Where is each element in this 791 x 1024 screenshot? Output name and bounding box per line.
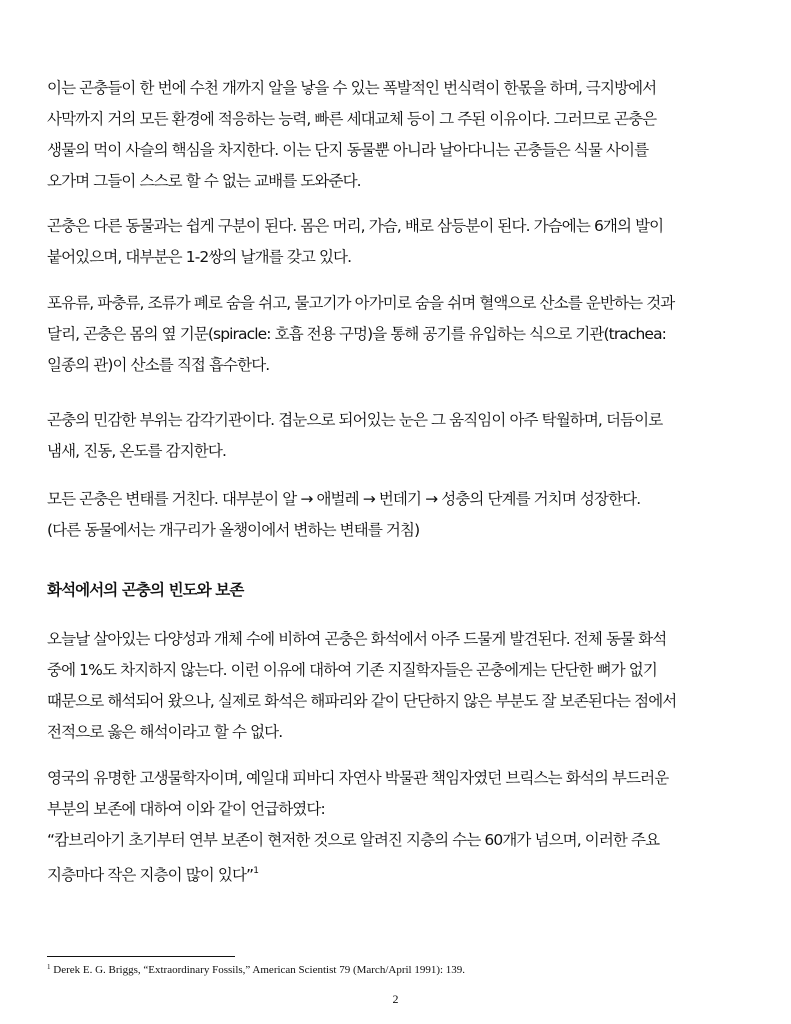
- footnote-divider: [47, 956, 235, 957]
- section-heading: 화석에서의 곤충의 빈도와 보존: [47, 581, 244, 599]
- text-line: 사막까지 거의 모든 환경에 적응하는 능력, 빠른 세대교체 등이 그 주된 이유이다. 그러므로 곤충은: [47, 110, 657, 128]
- paragraph-insect-reproduction: [47, 73, 747, 197]
- page-number: 2: [392, 992, 399, 1006]
- text-line: 생물의 먹이 사슬의 핵심을 차지한다. 이는 단지 동물뿐 아니라 날아다니는 곤충들은 식물 사이를: [47, 141, 649, 159]
- paragraph-metamorphosis: [47, 484, 747, 546]
- quote-last-line: 지층마다 작은 지층이 많이 있다”: [47, 866, 254, 884]
- text-line: 일종의 관)이 산소를 직접 흡수한다.: [47, 356, 270, 374]
- text-line: 냄새, 진동, 온도를 감지한다.: [47, 442, 226, 460]
- text-line: 때문으로 해석되어 왔으나, 실제로 화석은 해파리와 같이 단단하지 않은 부분도 잘 보존된다는 점에서: [47, 692, 677, 710]
- paragraph-insect-body: [47, 211, 747, 273]
- text-line: 중에 1%도 차지하지 않는다. 이런 이유에 대하여 기존 지질학자들은 곤충에게는 단단한 뼈가 없기: [47, 661, 657, 679]
- text-line: 부분의 보존에 대하여 이와 같이 언급하였다:: [47, 800, 325, 818]
- text-line: 오늘날 살아있는 다양성과 개체 수에 비하여 곤충은 화석에서 아주 드물게 발견된다. 전체 동물 화석: [47, 630, 667, 648]
- text-line: 영국의 유명한 고생물학자이며, 예일대 피바디 자연사 박물관 책임자였던 브릭스는 화석의 부드러운: [47, 769, 669, 787]
- text-line: 곤충은 다른 동물과는 쉽게 구분이 된다. 몸은 머리, 가슴, 배로 삼등분이 된다. 가슴에는 6개의 발이: [47, 217, 664, 235]
- text-line: 전적으로 옳은 해석이라고 할 수 없다.: [47, 723, 283, 741]
- text-line: [47, 856, 747, 891]
- footnote-number: 1: [47, 963, 51, 971]
- paragraph-briggs-quote: [47, 763, 747, 891]
- text-line: 달리, 곤충은 몸의 옆 기문(spiracle: 호흡 전용 구멍)을 통해 공기를 유입하는 식으로 기관(trachea:: [47, 325, 666, 343]
- text-line: 포유류, 파충류, 조류가 폐로 숨을 쉬고, 물고기가 아가미로 숨을 쉬며 혈액으로 산소를 운반하는 것과: [47, 294, 675, 312]
- paragraph-insect-senses: [47, 405, 747, 467]
- text-line: 오가며 그들이 스스로 할 수 없는 교배를 도와준다.: [47, 172, 361, 190]
- text-line: 모든 곤충은 변태를 거친다. 대부분이 알 → 애벌레 → 번데기 → 성충의 단계를 거치며 성장한다.: [47, 490, 641, 508]
- text-line: (다른 동물에서는 개구리가 올챙이에서 변하는 변태를 거침): [47, 521, 420, 539]
- footnote: [47, 963, 465, 976]
- text-line: 이는 곤충들이 한 번에 수천 개까지 알을 낳을 수 있는 폭발적인 번식력이 한몫을 하며, 극지방에서: [47, 79, 657, 97]
- text-line: 붙어있으며, 대부분은 1-2쌍의 날개를 갖고 있다.: [47, 248, 352, 266]
- paragraph-insect-respiration: [47, 288, 747, 381]
- footnote-text: Derek E. G. Briggs, “Extraordinary Fossils,” American Scientist 79 (March/April 1991): 139.: [53, 964, 466, 976]
- text-line: “캄브리아기 초기부터 연부 보존이 현저한 것으로 알려진 지층의 수는 60개가 넘으며, 이러한 주요: [47, 831, 660, 849]
- paragraph-fossil-frequency: [47, 624, 747, 748]
- text-line: 곤충의 민감한 부위는 감각기관이다. 겹눈으로 되어있는 눈은 그 움직임이 아주 탁월하며, 더듬이로: [47, 411, 663, 429]
- footnote-reference[interactable]: 1: [253, 866, 259, 876]
